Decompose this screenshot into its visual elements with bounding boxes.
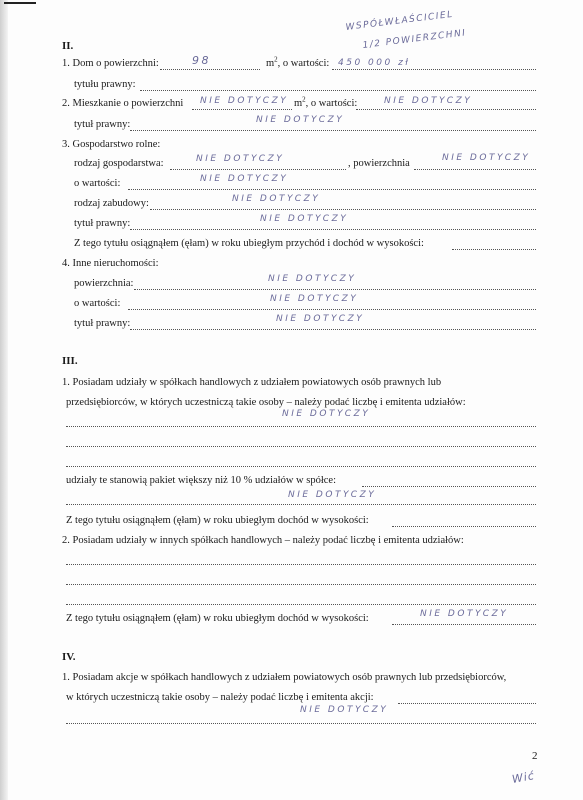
shares-income-dots xyxy=(392,516,536,527)
other-value-label: o wartości: xyxy=(74,298,121,309)
section-ii-heading: II. xyxy=(62,40,74,52)
farm-value-dots xyxy=(128,179,536,190)
other-shares-income-label: Z tego tytułu osiągnąłem (ęłam) w roku ubiegłym dochód w wysokości: xyxy=(66,613,369,624)
stocks-line2: w których uczestniczą takie osoby – należy podać liczbę i emitenta akcji: xyxy=(66,692,374,703)
farm-buildings-dots xyxy=(150,199,536,210)
other-shares-dots-3 xyxy=(66,594,536,605)
other-shares-dots-1 xyxy=(66,554,536,565)
handwritten-note-line2: 1/2 POWIERZCHNI xyxy=(362,28,468,51)
page-number: 2 xyxy=(532,750,538,762)
house-title-label: tytułu prawny: xyxy=(74,79,136,90)
stocks-answer: NIE DOTYCZY xyxy=(300,705,389,715)
scan-edge xyxy=(0,0,8,800)
other-title-value: NIE DOTYCZY xyxy=(276,314,365,324)
farm-type-label: rodzaj gospodarstwa: xyxy=(74,158,164,169)
section-iv-heading: IV. xyxy=(62,651,76,663)
stocks-line1: 1. Posiadam akcje w spółkach handlowych z udziałem powiatowych osób prawnych lub przedsiębiorców, xyxy=(62,672,507,683)
shares-line2: przedsiębiorców, w których uczestniczą takie osoby – należy podać liczbę i emitenta udziałów: xyxy=(66,397,466,408)
shares-income-label: Z tego tytułu osiągnąłem (ęłam) w roku ubiegłym dochód w wysokości: xyxy=(66,515,369,526)
flat-unit: $m^2$, o wartości: xyxy=(294,95,358,109)
farm-value-label: o wartości: xyxy=(74,178,121,189)
handwritten-note-line1: WSPÓŁWŁAŚCICIEL xyxy=(345,9,455,33)
farm-buildings-value: NIE DOTYCZY xyxy=(232,194,321,204)
shares-answer: NIE DOTYCZY xyxy=(282,409,371,419)
farm-income-dots xyxy=(452,239,536,250)
other-value: NIE DOTYCZY xyxy=(270,294,359,304)
other-area-value: NIE DOTYCZY xyxy=(268,274,357,284)
shares-line1: 1. Posiadam udziały w spółkach handlowych z udziałem powiatowych osób prawnych lub xyxy=(62,377,442,388)
farm-area-label: , powierzchnia xyxy=(348,158,410,169)
farm-label: 3. Gospodarstwo rolne: xyxy=(62,139,161,150)
shares-dots-1 xyxy=(66,416,536,427)
shares-pakiet-dots xyxy=(362,476,536,487)
stocks-dots-1 xyxy=(398,693,536,704)
house-value: 450 000 zł xyxy=(338,58,411,68)
farm-type-value: NIE DOTYCZY xyxy=(196,154,285,164)
flat-label: 2. Mieszkanie o powierzchni xyxy=(62,98,184,109)
section-iii-heading: III. xyxy=(62,355,78,367)
farm-title-value: NIE DOTYCZY xyxy=(260,214,349,224)
farm-title-label: tytuł prawny: xyxy=(74,218,131,229)
other-property-label: 4. Inne nieruchomości: xyxy=(62,258,159,269)
shares-dots-3 xyxy=(66,456,536,467)
flat-area-value: NIE DOTYCZY xyxy=(200,96,289,106)
farm-value: NIE DOTYCZY xyxy=(200,174,289,184)
other-shares-income-value: NIE DOTYCZY xyxy=(420,609,509,619)
house-unit: $m^2$, o wartości: xyxy=(266,55,330,69)
shares-pakiet-value: NIE DOTYCZY xyxy=(288,490,377,500)
other-shares-label: 2. Posiadam udziały w innych spółkach handlowych – należy podać liczbę i emitenta udziałów: xyxy=(62,535,464,546)
corner-mark xyxy=(4,2,36,4)
house-label: 1. Dom o powierzchni: xyxy=(62,58,159,69)
flat-title-label: tytuł prawny: xyxy=(74,119,131,130)
shares-dots-2 xyxy=(66,436,536,447)
flat-value: NIE DOTYCZY xyxy=(384,96,473,106)
farm-area-value: NIE DOTYCZY xyxy=(442,153,531,163)
farm-buildings-label: rodzaj zabudowy: xyxy=(74,198,149,209)
other-shares-dots-2 xyxy=(66,574,536,585)
other-title-label: tytuł prawny: xyxy=(74,318,131,329)
signature: Wić xyxy=(510,769,536,786)
house-area-value: 98 xyxy=(192,54,211,67)
house-title-dots xyxy=(140,80,536,91)
flat-title-value: NIE DOTYCZY xyxy=(256,115,345,125)
other-area-label: powierzchnia: xyxy=(74,278,134,289)
shares-pakiet-label: udziały te stanowią pakiet większy niż 10 % udziałów w spółce: xyxy=(66,475,337,486)
farm-income-label: Z tego tytułu osiągnąłem (ęłam) w roku ubiegłym przychód i dochód w wysokości: xyxy=(74,238,424,249)
